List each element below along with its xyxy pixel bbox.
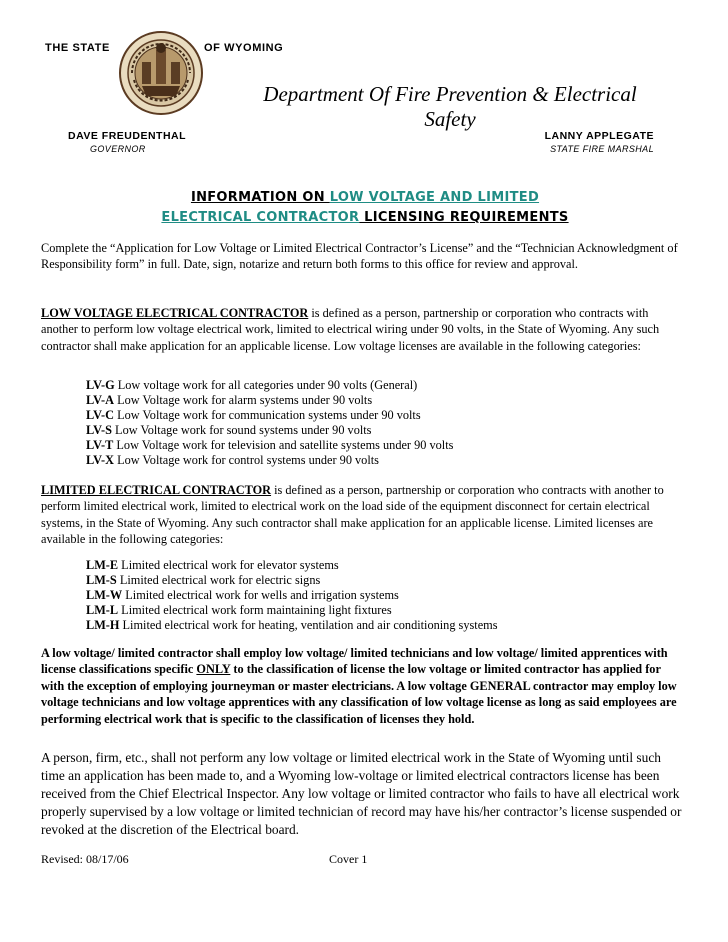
category-code: LV-T <box>86 438 114 452</box>
category-description: Low Voltage work for television and satellite systems under 90 volts <box>113 438 454 452</box>
governor-title: GOVERNOR <box>90 144 146 154</box>
apprentice-text-part1: A low voltage/ limited contractor shall employ low voltage/ limited technicians and low voltage/ limited apprentices with license classifications specific <box>41 646 668 677</box>
category-code: LM-W <box>86 588 123 602</box>
category-description: Limited electrical work for elevator systems <box>118 558 339 572</box>
category-description: Low Voltage work for communication systems under 90 volts <box>114 408 421 422</box>
department-title-line1: Department Of Fire Prevention & Electrical <box>263 82 637 106</box>
headline-line2-part1: ELECTRICAL CONTRACTOR <box>161 210 360 225</box>
category-description: Limited electrical work for electric signs <box>116 573 321 587</box>
department-title <box>200 82 700 132</box>
low-voltage-definition-text: is defined as a person, partnership or corporation who contracts with another to perform low voltage electrical work, limited to electrical wiring under 90 volts, in the State of Wyoming. Any such contractor shall make application for an applicable license. Low voltage licenses are available in the following categories: <box>41 306 660 353</box>
category-code: LV-X <box>86 453 115 467</box>
list-item <box>86 603 498 618</box>
list-item <box>86 558 498 573</box>
list-item <box>86 423 453 438</box>
list-item <box>86 408 453 423</box>
limited-definition <box>41 482 686 548</box>
list-item <box>86 618 498 633</box>
list-item <box>86 393 453 408</box>
headline-line1 <box>40 188 690 208</box>
apprentice-text-part2: to the classification of license the low voltage or limited contractor has applied for with the exception of employing journeyman or master electricians. A low voltage GENERAL contractor may employ low voltage technicians and low voltage apprentices with any classification of low voltage license as long as said employees are performing electrical work that is specific to the classification of licenses they hold. <box>41 662 677 726</box>
category-description: Limited electrical work for wells and irrigation systems <box>122 588 399 602</box>
category-code: LV-A <box>86 393 115 407</box>
intro-paragraph: Complete the “Application for Low Voltage or Limited Electrical Contractor’s License” and the “Technician Acknowledgment of Responsibility form” in full. Date, sign, notarize and return both forms to this office for review and approval. <box>41 241 678 272</box>
category-code: LV-S <box>86 423 112 437</box>
marshal-name: LANNY APPLEGATE <box>544 130 654 142</box>
category-code: LM-E <box>86 558 119 572</box>
category-description: Limited electrical work for heating, ventilation and air conditioning systems <box>119 618 498 632</box>
category-code: LM-H <box>86 618 120 632</box>
limited-term: LIMITED ELECTRICAL CONTRACTOR <box>41 483 272 497</box>
governor-name: DAVE FREUDENTHAL <box>68 130 187 142</box>
apprentice-only-emphasis: ONLY <box>196 662 231 677</box>
apprentice-requirements <box>41 645 686 727</box>
headline-line1-part2: LOW VOLTAGE AND LIMITED <box>329 190 540 205</box>
limited-definition-text: is defined as a person, partnership or corporation who contracts with another to perform limited electrical work, limited to electrical work on the load side of the equipment disconnect for certain electrical systems, in the State of Wyoming. Any such contractor shall make application for an applicable license. Limited licenses are available in the following categories: <box>41 483 664 547</box>
low-voltage-term: LOW VOLTAGE ELECTRICAL CONTRACTOR <box>41 306 309 320</box>
category-description: Low Voltage work for sound systems under 90 volts <box>111 423 372 437</box>
department-title-line2: Safety <box>424 107 476 131</box>
category-description: Limited electrical work form maintaining light fixtures <box>118 603 392 617</box>
headline-line1-part1: INFORMATION ON <box>190 190 330 205</box>
category-code: LM-S <box>86 573 117 587</box>
category-description: Low Voltage work for control systems under 90 volts <box>114 453 379 467</box>
list-item <box>86 438 453 453</box>
headline-line2 <box>40 208 690 228</box>
category-description: Low voltage work for all categories under 90 volts (General) <box>114 378 418 392</box>
revised-date: Revised: 08/17/06 <box>41 852 129 866</box>
category-description: Low Voltage work for alarm systems under 90 volts <box>114 393 373 407</box>
state-label-right: OF WYOMING <box>204 42 284 54</box>
state-seal-icon <box>118 30 204 116</box>
closing-paragraph: A person, firm, etc., shall not perform any low voltage or limited electrical work in the State of Wyoming until such time an application has been made to, and a Wyoming low-voltage or limited electrical contractors license has been received from the Chief Electrical Inspector. Any low voltage or limited contractor who fails to have all electrical work properly supervised by a low voltage or limited technician of record may have his/her contractor’s license suspended or revoked at the discretion of the Electrical board. <box>41 750 682 837</box>
low-voltage-definition <box>41 305 686 354</box>
headline-line2-part2: LICENSING REQUIREMENTS <box>359 210 569 225</box>
low-voltage-category-list <box>86 378 453 468</box>
category-code: LM-L <box>86 603 119 617</box>
marshal-title: STATE FIRE MARSHAL <box>550 144 654 154</box>
list-item <box>86 378 453 393</box>
category-code: LV-C <box>86 408 115 422</box>
list-item <box>86 573 498 588</box>
list-item <box>86 453 453 468</box>
list-item <box>86 588 498 603</box>
limited-category-list <box>86 558 498 633</box>
state-label-left: THE STATE <box>45 42 110 54</box>
page-headline <box>40 188 690 228</box>
category-code: LV-G <box>86 378 115 392</box>
page-number: Cover 1 <box>329 852 368 866</box>
